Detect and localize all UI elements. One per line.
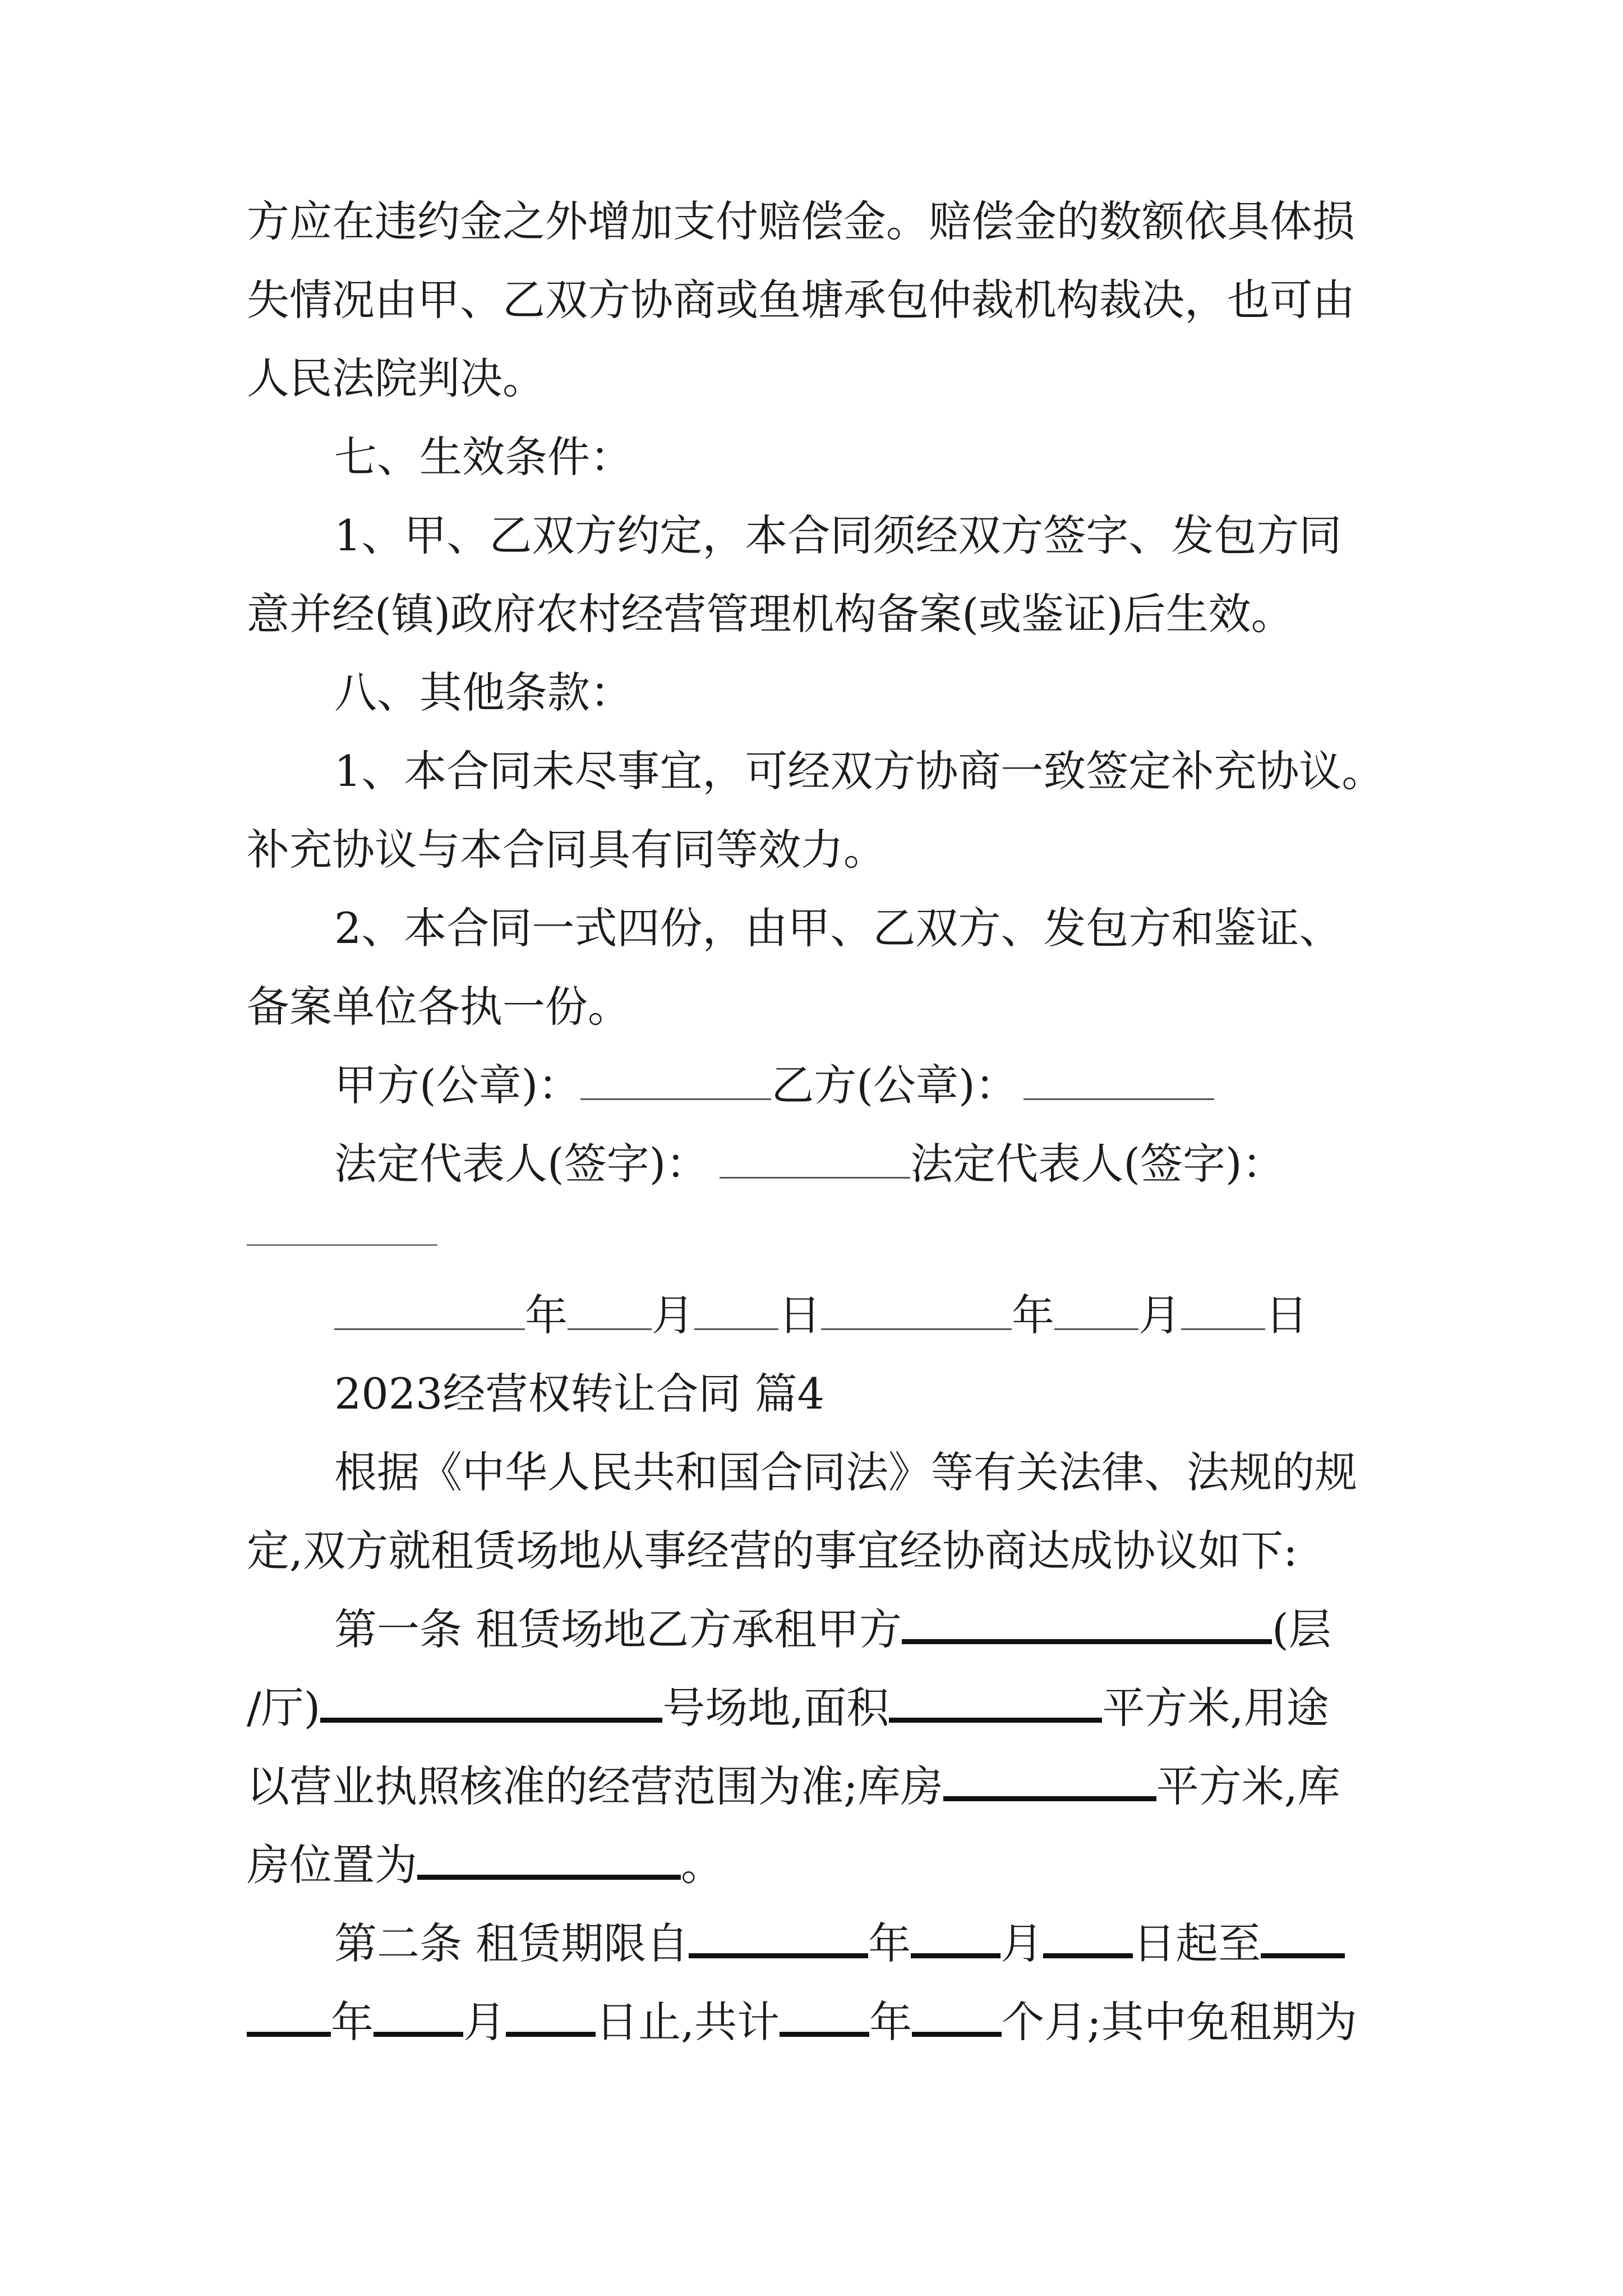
month-label: 月 — [1138, 1290, 1181, 1340]
day-blank[interactable] — [1181, 1295, 1265, 1330]
month-blank[interactable] — [568, 1295, 652, 1330]
article-1-text: (层 — [1272, 1604, 1331, 1654]
party-b-seal-blank[interactable] — [1023, 1065, 1214, 1100]
article-2-text: 日起至 — [1133, 1918, 1261, 1968]
section-heading: 八、其他条款： — [334, 668, 633, 717]
article-1-text: /厅) — [247, 1683, 321, 1733]
representative-line — [334, 1136, 1478, 1192]
article-1-text: 平方米,库 — [1156, 1761, 1340, 1811]
article-2-text: 年 — [331, 1997, 374, 2047]
party-a-seal-blank[interactable] — [580, 1065, 771, 1100]
article-1-text: 号场地,面积 — [662, 1683, 889, 1733]
party-a-seal-label: 甲方(公章)： — [334, 1060, 581, 1110]
article-2-text: 年 — [869, 1997, 912, 2047]
day-blank[interactable] — [694, 1295, 778, 1330]
date-line — [334, 1287, 1478, 1343]
month-blank[interactable] — [1054, 1295, 1138, 1330]
area-blank[interactable] — [889, 1684, 1102, 1723]
section-heading: 七、生效条件： — [334, 432, 633, 482]
paragraph-line: 2、本合同一式四份，由甲、乙双方、发包方和鉴证、 — [334, 903, 1342, 953]
warehouse-area-blank[interactable] — [943, 1763, 1156, 1801]
end-year-blank[interactable] — [247, 1998, 331, 2037]
paragraph-line: 补充协议与本合同具有同等效力。 — [247, 825, 886, 875]
article-1-text: 房位置为 — [247, 1840, 417, 1890]
article-1-text: 以营业执照核准的经营范围为准;库房 — [247, 1761, 943, 1811]
year-blank[interactable] — [821, 1295, 1012, 1330]
article-2-text: 月 — [463, 1997, 506, 2047]
seal-line — [334, 1057, 1478, 1114]
rep-b-blank[interactable] — [247, 1244, 437, 1246]
article-1-line — [247, 1680, 1391, 1736]
site-number-blank[interactable] — [320, 1684, 662, 1723]
paragraph-line: 失情况由甲、乙双方协商或鱼塘承包仲裁机构裁决，也可由 — [247, 275, 1355, 325]
warehouse-location-blank[interactable] — [417, 1841, 681, 1880]
article-1-line — [247, 1759, 1391, 1815]
rep-b-label: 法定代表人(签字)： — [910, 1139, 1285, 1189]
end-month-blank[interactable] — [374, 1998, 463, 2037]
article-2-text: 个月;其中免租期为 — [1002, 1997, 1357, 2047]
article-1-text: 。 — [681, 1840, 723, 1890]
start-month-blank[interactable] — [911, 1920, 1000, 1958]
rep-a-label: 法定代表人(签字)： — [334, 1139, 709, 1189]
paragraph-line: 定,双方就租赁场地从事经营的事宜经协商达成协议如下: — [247, 1526, 1298, 1576]
floor-blank[interactable] — [902, 1605, 1272, 1644]
total-years-blank[interactable] — [780, 1998, 869, 2037]
month-label: 月 — [652, 1290, 694, 1340]
start-year-blank[interactable] — [689, 1920, 868, 1958]
section-title: 2023经营权转让合同 篇4 — [334, 1369, 824, 1419]
party-b-seal-label: 乙方(公章)： — [771, 1060, 1018, 1110]
article-2-text: 第二条 租赁期限自 — [334, 1918, 689, 1968]
start-day-blank[interactable] — [1043, 1920, 1133, 1958]
year-label: 年 — [525, 1290, 568, 1340]
article-1-line — [334, 1602, 1478, 1658]
article-1-text: 第一条 租赁场地乙方承租甲方 — [334, 1604, 902, 1654]
article-2-line — [334, 1916, 1478, 1972]
year-blank[interactable] — [334, 1295, 525, 1330]
article-2-text: 月 — [1000, 1918, 1044, 1968]
day-label: 日 — [1265, 1290, 1308, 1340]
paragraph-line: 根据《中华人民共和国合同法》等有关法律、法规的规 — [334, 1447, 1357, 1497]
end-day-blank[interactable] — [506, 1998, 596, 2037]
paragraph-line: 1、甲、乙双方约定，本合同须经双方签字、发包方同 — [334, 510, 1342, 560]
total-months-blank[interactable] — [912, 1998, 1002, 2037]
day-label: 日 — [778, 1290, 821, 1340]
paragraph-line: 备案单位各执一份。 — [247, 982, 630, 1032]
article-1-text: 平方米,用途 — [1102, 1683, 1329, 1733]
article-2-text: 年 — [868, 1918, 911, 1968]
rep-a-blank[interactable] — [720, 1143, 910, 1179]
paragraph-line: 人民法院判决。 — [247, 353, 545, 403]
paragraph-line: 方应在违约金之外增加支付赔偿金。赔偿金的数额依具体损 — [247, 196, 1355, 246]
paragraph-line: 意并经(镇)政府农村经营管理机构备案(或鉴证)后生效。 — [247, 589, 1294, 639]
article-1-line — [247, 1837, 1391, 1893]
end-year-blank[interactable] — [1261, 1920, 1345, 1958]
article-2-text: 日止,共计 — [596, 1997, 780, 2047]
paragraph-line: 1、本合同未尽事宜，可经双方协商一致签定补充协议。 — [334, 746, 1385, 796]
article-2-line — [247, 1994, 1391, 2050]
year-label: 年 — [1012, 1290, 1054, 1340]
